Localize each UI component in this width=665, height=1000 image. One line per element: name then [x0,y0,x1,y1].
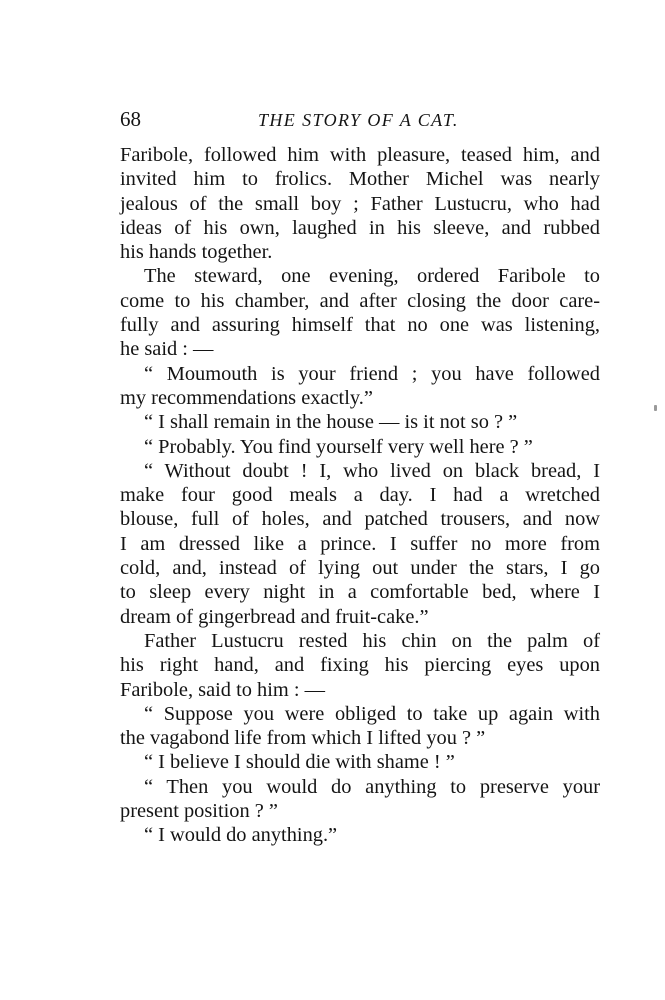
paragraph [120,629,600,702]
text-line: he said : — [120,338,214,361]
page-edge-mark [654,405,657,411]
text-line: jealous of the small boy ; Father Lustucru, who had [120,192,600,215]
text-line: his hands together. [120,241,273,264]
page-header [120,106,600,136]
text-line: “ I shall remain in the house — is it not so ? ” [144,411,518,434]
body-text [120,143,600,848]
paragraph [120,459,600,629]
running-head: THE STORY OF A CAT. [258,110,459,130]
paragraph [120,264,600,361]
paragraph [120,823,600,847]
paragraph [120,775,600,824]
text-line: “ Probably. You find yourself very well here ? ” [144,435,533,458]
text-line: come to his chamber, and after closing the door care- [120,289,600,312]
text-line: blouse, full of holes, and patched trousers, and now [120,508,600,531]
text-line: ideas of his own, laughed in his sleeve, and rubbed [120,216,600,239]
text-line: my recommendations exactly.” [120,386,373,409]
text-line: Father Lustucru rested his chin on the palm of [144,629,600,652]
text-line: Faribole, said to him : — [120,678,326,701]
paragraph [120,143,600,264]
text-line: dream of gingerbread and fruit-cake.” [120,605,429,628]
text-line: make four good meals a day. I had a wretched [120,484,600,507]
text-line: I am dressed like a prince. I suffer no more from [120,532,600,555]
text-line: to sleep every night in a comfortable bed, where I [120,581,600,604]
text-line: invited him to frolics. Mother Michel was nearly [120,168,600,191]
text-line: cold, and, instead of lying out under the stars, I go [120,557,600,580]
text-line: fully and assuring himself that no one was listening, [120,314,600,337]
text-line: “ I believe I should die with shame ! ” [144,751,455,774]
paragraph [120,435,600,459]
text-line: “ Moumouth is your friend ; you have followed [144,362,600,385]
text-line: The steward, one evening, ordered Faribole to [144,265,600,288]
text-line: “ Suppose you were obliged to take up again with [144,702,600,725]
page-number: 68 [120,107,141,131]
text-line: “ Then you would do anything to preserve your [144,775,600,798]
paragraph [120,362,600,411]
text-line: his right hand, and fixing his piercing eyes upon [120,654,600,677]
paragraph [120,410,600,434]
paragraph [120,750,600,774]
text-line: present position ? ” [120,800,278,823]
text-line: the vagabond life from which I lifted you ? ” [120,727,486,750]
text-line: “ I would do anything.” [144,824,338,847]
text-line: “ Without doubt ! I, who lived on black bread, I [144,459,600,482]
text-line: Faribole, followed him with pleasure, teased him, and [120,144,600,166]
paragraph [120,702,600,751]
